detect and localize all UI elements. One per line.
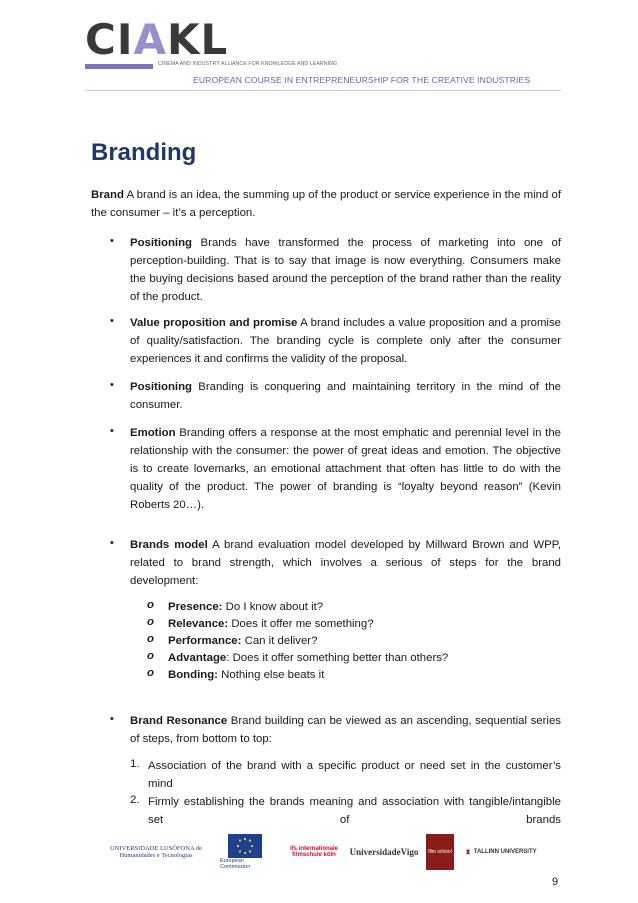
course-title: EUROPEAN COURSE IN ENTREPRENEURSHIP FOR THE CREATIVE INDUSTRIES [193,75,531,85]
ifs-logo-text: ifs internationale filmschule köln [289,846,338,858]
bullet-brand-resonance [130,712,561,748]
ifs-logo [285,830,343,874]
partner-logos [100,830,540,874]
sub-item-text: Does it offer me something? [228,618,374,630]
bullet-text: A brand includes a value proposition and a promise of quality/satisfaction. The branding cycle is complete only after the consumer experiences it and confirms the validity of the proposal. [130,317,561,365]
vigo-logo [350,830,418,874]
sub-item-advantage [168,649,448,667]
sub-item-relevance [168,615,374,633]
sub-item-term: Relevance: [168,618,229,630]
sub-marker: o [147,599,154,611]
intro-text: A brand is an idea, the summing up of the product or service experience in the mind of the consumer – it’s a perception. [91,189,561,219]
tallinn-logo [462,830,540,874]
bullet-brands-model [130,536,561,590]
numbered-item-2-line [148,793,561,829]
bullet-text: Brands have transformed the process of marketing into one of perception-building. That is to say that image is now everything. Consumers make the buying decisions based around the perception of the brand rather than the reality of the product. [130,237,561,303]
intro-term: Brand [91,189,124,201]
sub-item-performance [168,632,317,650]
sub-marker: o [147,667,154,679]
bullet-term: Positioning [130,381,193,393]
logo-text-kl: KL [166,15,229,64]
european-commission-logo [220,830,270,874]
film-school-logo [422,830,458,874]
bullet-text: Branding offers a response at the most emphatic and perennial level in the relationship with the consumer: the power of great ideas and emotion. The objective is to create lovemarks, an emotional attachment that often has little to do with the quality of the product. The power of branding is “loyalty beyond reason” (Kevin Roberts 20…). [130,427,561,511]
ciakl-logo [85,15,229,64]
bullet-term: Positioning [130,237,193,249]
sub-item-term: Presence: [168,601,223,613]
lusofona-logo [100,830,212,874]
numbered-item-1: Association of the brand with a specific product or need set in the customer’s mind [148,760,561,790]
page-number: 9 [552,876,559,888]
tallinn-crest-icon: ♜ [465,849,471,856]
lusofona-logo-text: UNIVERSIDADE LUSÓFONA de Humanidades e Tecnologias [109,845,203,859]
sub-item-text: Nothing else beats it [217,669,325,681]
sub-item-term: Bonding: [168,669,218,681]
bullet-term: Value proposition and promise [130,317,298,329]
page-title: Branding [91,139,197,166]
film-school-logo-text: film school [428,849,452,855]
bullet-term: Brand Resonance [130,715,228,727]
bullet-term: Emotion [130,427,176,439]
sub-item-text: Can it deliver? [241,635,318,647]
numbered-item-2: Firmly establishing the brands meaning and association with tangible/intangible set of brands [148,796,561,826]
sub-marker: o [147,616,154,628]
bullet-text: A brand evaluation model developed by Millward Brown and WPP, related to brand strength, which involves a serious of steps for the brand development: [130,539,561,587]
bullet-positioning [130,234,561,306]
tallinn-logo-text: TALLINN UNIVERSITY [473,849,537,855]
sub-item-bonding [168,666,324,684]
list-number: 2. [130,794,140,806]
sub-marker: o [147,650,154,662]
sub-item-presence [168,598,323,616]
bullet-value-proposition [130,314,561,368]
list-number: 1. [130,758,140,770]
sub-item-text: : Does it offer something better than others? [226,652,449,664]
bullet-emotion [130,424,561,514]
bullet-text: Brand building can be viewed as an ascending, sequential series of steps, from bottom to top: [130,715,561,745]
bullet-text: Branding is conquering and maintaining territory in the mind of the consumer. [130,381,561,411]
bullet-term: Brands model [130,539,208,551]
bullet-positioning-2 [130,378,561,414]
eu-flag-icon [228,834,262,858]
sub-item-term: Advantage [168,652,227,664]
vigo-logo-text: UniversidadeVigo [349,847,419,857]
logo-accent-bar [85,64,153,69]
european-commission-text: European Commission [220,858,251,870]
sub-item-term: Performance: [168,635,242,647]
logo-tagline: CINEMA AND INDUSTRY ALLIANCE FOR KNOWLEDGE AND LEARNING [158,61,338,67]
intro-paragraph [91,186,561,222]
sub-marker: o [147,633,154,645]
header-divider [85,90,561,91]
sub-item-text: Do I know about it? [222,601,324,613]
logo-text-ci: CI [85,15,134,64]
logo-text-a: A [133,15,167,64]
film-school-logo-badge [426,834,454,870]
